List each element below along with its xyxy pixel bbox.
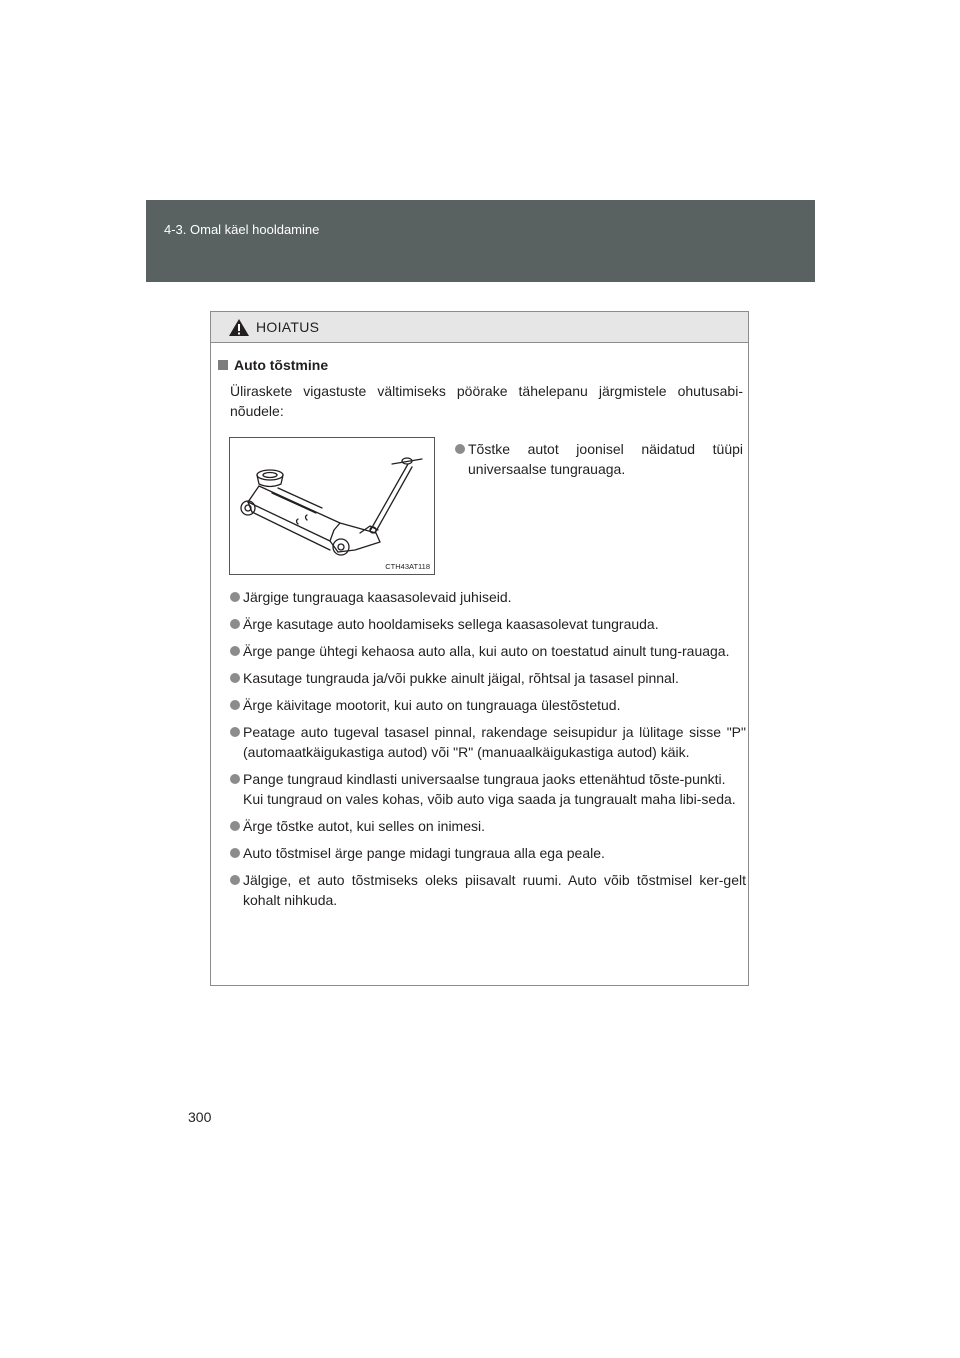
warning-header <box>211 312 748 343</box>
subheading <box>218 355 746 375</box>
chapter-header-band <box>146 200 815 282</box>
bullet-dot-icon <box>230 774 240 784</box>
bullet-dot-icon <box>230 592 240 602</box>
list-item-text: Pange tungraud kindlasti universaalse tungraua jaoks ettenähtud tõste-punkti. <box>243 771 726 787</box>
list-item <box>218 870 746 910</box>
bullet-dot-icon <box>230 646 240 656</box>
warning-box <box>210 311 749 986</box>
bullet-dot-icon <box>230 727 240 737</box>
list-item <box>218 587 746 607</box>
floor-jack-illustration <box>229 437 435 575</box>
subheading-text: Auto tõstmine <box>234 357 329 373</box>
bullet-dot-icon <box>230 821 240 831</box>
warning-title: HOIATUS <box>256 319 320 335</box>
list-item-text: Tõstke autot joonisel näidatud tüüpi universaalse tungrauaga. <box>468 441 743 477</box>
bullet-dot-icon <box>230 619 240 629</box>
list-item-text: Ärge kasutage auto hooldamiseks sellega kaasasolevat tungrauda. <box>243 616 659 632</box>
list-item <box>443 439 743 479</box>
floor-jack-drawing <box>230 438 434 574</box>
page-number: 300 <box>188 1109 212 1125</box>
list-item <box>218 816 746 836</box>
bullet-dot-icon <box>455 444 465 454</box>
section-title: 4-3. Omal käel hooldamine <box>164 222 320 237</box>
illustration-caption-item <box>443 439 743 479</box>
warning-content <box>218 355 746 910</box>
bullet-dot-icon <box>230 673 240 683</box>
illustration-code: CTH43AT118 <box>385 562 430 571</box>
illustration-row <box>218 437 746 580</box>
list-item-text: Järgige tungrauaga kaasasolevaid juhiseid. <box>243 589 512 605</box>
bullet-dot-icon <box>230 700 240 710</box>
list-item-text: Ärge pange ühtegi kehaosa auto alla, kui auto on toestatud ainult tung-rauaga. <box>243 643 730 659</box>
list-item-text: Ärge tõstke autot, kui selles on inimesi. <box>243 818 486 834</box>
list-item-text: Ärge käivitage mootorit, kui auto on tungrauaga ülestõstetud. <box>243 697 621 713</box>
list-item-text: Auto tõstmisel ärge pange midagi tungraua alla ega peale. <box>243 845 605 861</box>
list-item-text: Peatage auto tugeval tasasel pinnal, rakendage seisupidur ja lülitage sisse "P" (automaatkäigukastiga autod) või "R" (manuaalkäigukastiga autod) käik. <box>243 724 746 760</box>
list-item-text: Jälgige, et auto tõstmiseks oleks piisavalt ruumi. Auto võib tõstmisel ker-gelt kohalt nihkuda. <box>243 872 746 908</box>
list-item <box>218 843 746 863</box>
intro-text: Üliraskete vigastuste vältimiseks pöörake tähelepanu järgmistele ohutusabi-nõudele: <box>230 383 743 419</box>
square-bullet-icon <box>218 360 228 370</box>
bullet-dot-icon <box>230 875 240 885</box>
list-item-text: Kasutage tungrauda ja/või pukke ainult jäigal, rõhtsal ja tasasel pinnal. <box>243 670 679 686</box>
list-item <box>218 668 746 688</box>
list-item <box>218 641 746 661</box>
list-item <box>218 769 746 809</box>
warning-list <box>218 587 746 910</box>
list-item <box>218 722 746 762</box>
bullet-dot-icon <box>230 848 240 858</box>
list-item <box>218 614 746 634</box>
list-item <box>218 695 746 715</box>
list-item-text-continued: Kui tungraud on vales kohas, võib auto viga saada ja tungraualt maha libi-seda. <box>243 791 736 807</box>
warning-triangle-icon <box>228 318 250 337</box>
